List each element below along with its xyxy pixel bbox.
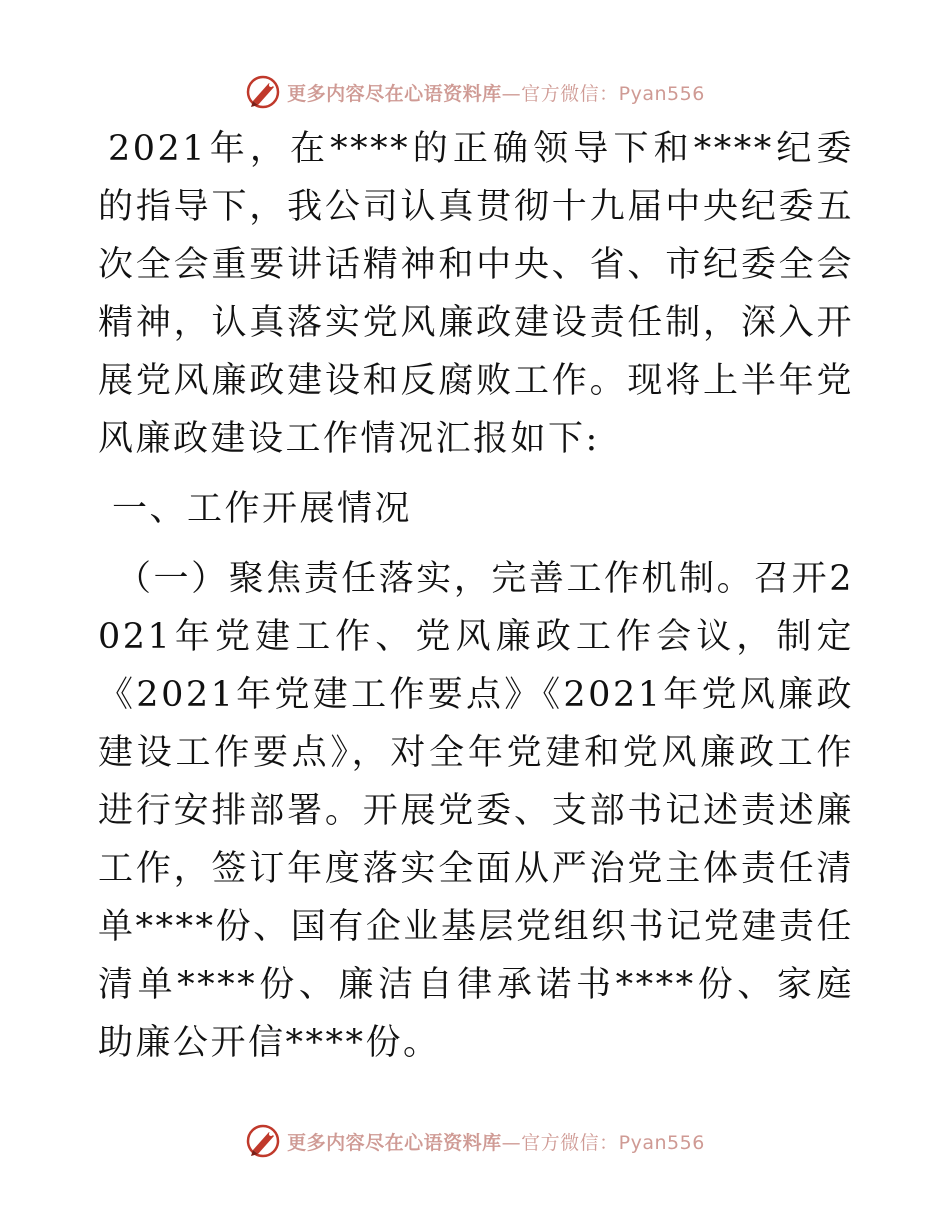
watermark-main: 更多内容尽在心语资料库: [287, 82, 502, 105]
watermark-text: [287, 79, 705, 106]
watermark-suffix: 官方微信：Pyan556: [521, 1131, 705, 1154]
watermark-suffix: 官方微信：Pyan556: [521, 82, 705, 105]
intro-paragraph: 2021年，在****的正确领导下和****纪委的指导下，我公司认真贯彻十九届中央纪委五次全会重要讲话精神和中央、省、市纪委全会精神，认真落实党风廉政建设责任制，深入开展党风廉政建设和反腐败工作。现将上半年党风廉政建设工作情况汇报如下:: [98, 129, 854, 459]
footer-watermark: [0, 1121, 950, 1161]
document-body: [98, 118, 854, 1072]
watermark-text: [287, 1128, 705, 1155]
section-1-paragraph: （一）聚焦责任落实，完善工作机制。召开2021年党建工作、党风廉政工作会议，制定《2021年党建工作要点》《2021年党风廉政建设工作要点》，对全年党建和党风廉政工作进行安排部署。开展党委、支部书记述责述廉工作，签订年度落实全面从严治党主体责任清单****份、国有企业基层党组织书记党建责任清单****份、廉洁自律承诺书****份、家庭助廉公开信****份。: [98, 559, 854, 1063]
watermark-main: 更多内容尽在心语资料库: [287, 1131, 502, 1154]
watermark-dash: —: [501, 1131, 522, 1154]
watermark-dash: —: [501, 82, 522, 105]
pen-logo-icon: [245, 74, 281, 110]
section-heading: 一、工作开展情况: [112, 489, 413, 529]
pen-logo-icon: [245, 1123, 281, 1159]
header-watermark: [0, 72, 950, 112]
